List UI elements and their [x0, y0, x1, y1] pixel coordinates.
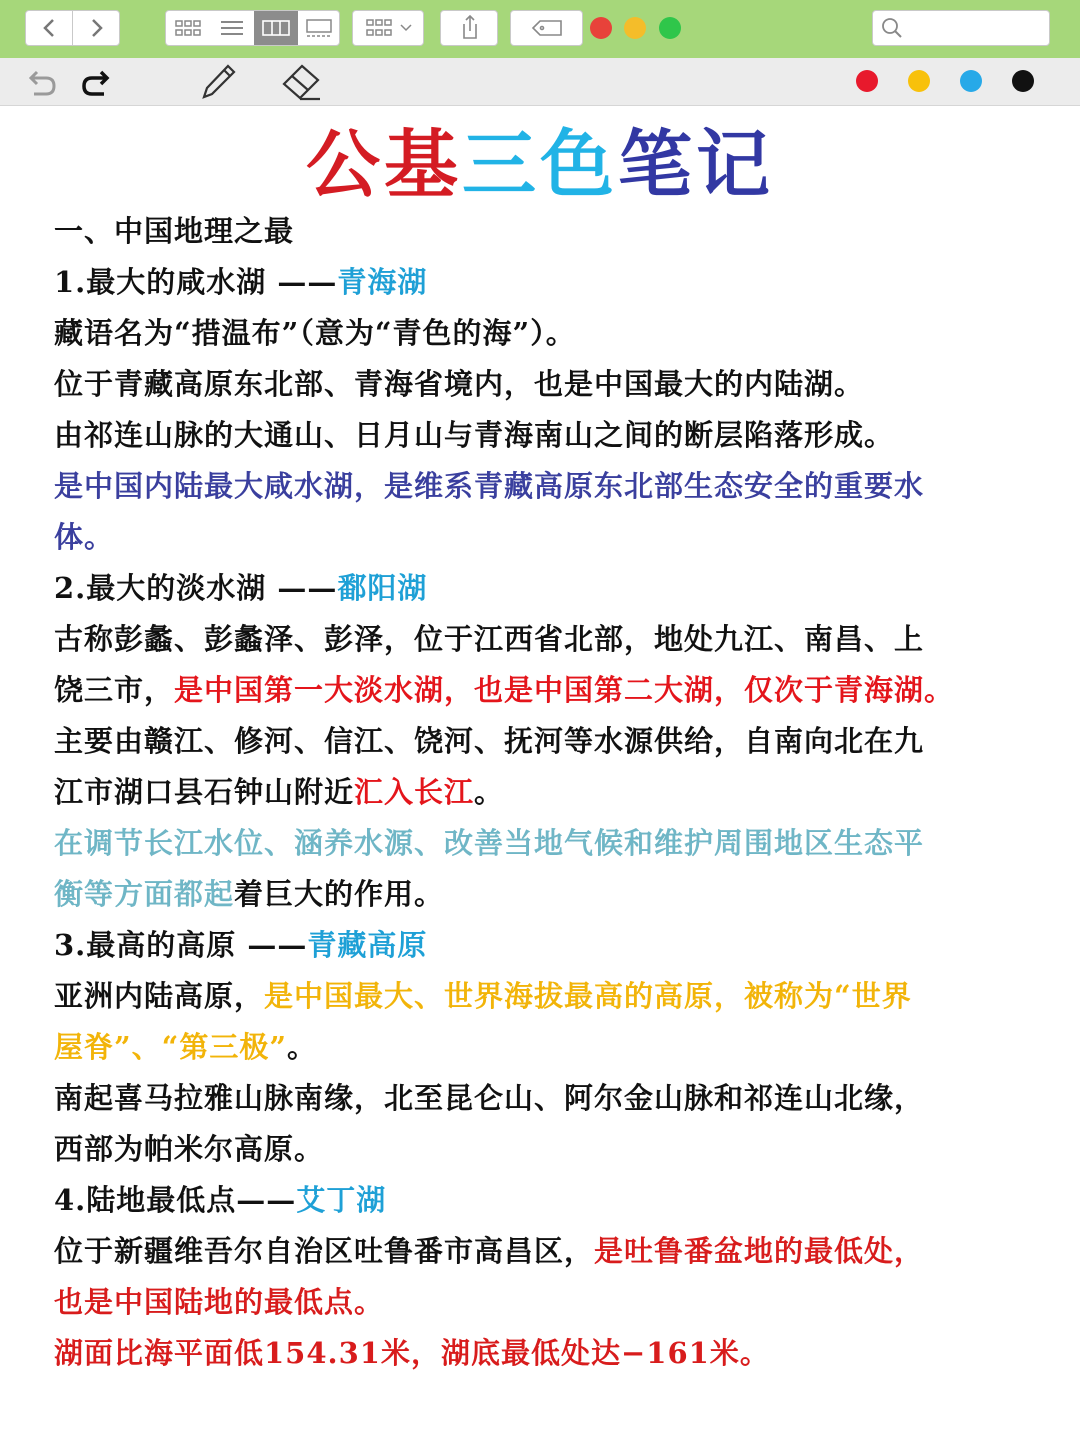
s3-line-2: 屋脊”、“第三极”。: [54, 1030, 318, 1064]
s1-line-3: 由祁连山脉的大通山、日月山与青海南山之间的断层陷落形成。: [54, 418, 895, 452]
gallery-view-icon: [298, 11, 340, 45]
chevron-left-icon: [26, 11, 73, 45]
chevron-right-icon: [73, 11, 120, 45]
nav-buttons: [25, 10, 120, 46]
tag-button[interactable]: [510, 10, 583, 46]
s4-line-2: 也是中国陆地的最低点。: [54, 1285, 385, 1319]
maximize-window-button[interactable]: [659, 17, 681, 39]
pen-color-red[interactable]: [856, 70, 878, 92]
s2-title: 2.最大的淡水湖 ——鄱阳湖: [54, 571, 428, 605]
page-title: [0, 120, 1080, 210]
share-icon: [441, 11, 499, 45]
s1-line-2: 位于青藏高原东北部、青海省境内，也是中国最大的内陆湖。: [54, 367, 865, 401]
list-view-button[interactable]: [210, 11, 254, 45]
drawing-toolbar: [0, 58, 1080, 106]
s4-line-3: 湖面比海平面低154.31米，湖底最低处达−161米。: [54, 1336, 770, 1370]
minimize-window-button[interactable]: [624, 17, 646, 39]
undo-button[interactable]: [20, 62, 60, 102]
search-input[interactable]: [872, 10, 1050, 46]
pen-color-yellow[interactable]: [908, 70, 930, 92]
pen-color-black[interactable]: [1012, 70, 1034, 92]
s4-line-1: 位于新疆维吾尔自治区吐鲁番市高昌区，是吐鲁番盆地的最低处，: [54, 1234, 925, 1268]
pen-color-blue[interactable]: [960, 70, 982, 92]
tag-icon: [511, 11, 584, 45]
eraser-tool[interactable]: [280, 62, 320, 102]
forward-button[interactable]: [73, 11, 120, 45]
column-view-icon: [254, 11, 298, 45]
grid-view-icon: [166, 11, 210, 45]
gallery-view-button[interactable]: [298, 11, 340, 45]
redo-icon: [78, 62, 118, 102]
view-switcher: [165, 10, 340, 46]
group-dropdown[interactable]: [352, 10, 424, 46]
s1-line-4b: 体。: [54, 520, 115, 554]
close-window-button[interactable]: [590, 17, 612, 39]
note-content: [54, 206, 1044, 1379]
s2-line-4: 江市湖口县石钟山附近汇入长江。: [54, 775, 505, 809]
s3-title: 3.最高的高原 ——青藏高原: [54, 928, 428, 962]
title-part-2: 三色: [462, 122, 618, 208]
s2-line-3: 主要由赣江、修河、信江、饶河、抚河等水源供给，自南向北在九: [54, 724, 925, 758]
search-icon: [873, 11, 913, 45]
s3-line-1: 亚洲内陆高原，是中国最大、世界海拔最高的高原，被称为“世界: [54, 979, 912, 1013]
column-view-button[interactable]: [254, 11, 298, 45]
s4-title: 4.陆地最低点——艾丁湖: [54, 1183, 387, 1217]
pencil-icon: [198, 62, 238, 102]
s2-line-5: 在调节长江水位、涵养水源、改善当地气候和维护周围地区生态平: [54, 826, 925, 860]
s2-line-2: 饶三市，是中国第一大淡水湖，也是中国第二大湖，仅次于青海湖。: [54, 673, 955, 707]
share-button[interactable]: [440, 10, 498, 46]
s1-line-4a: 是中国内陆最大咸水湖，是维系青藏高原东北部生态安全的重要水: [54, 469, 925, 503]
section-heading: 一、中国地理之最: [54, 214, 295, 248]
undo-icon: [20, 62, 60, 102]
pencil-tool[interactable]: [198, 62, 238, 102]
redo-button[interactable]: [78, 62, 118, 102]
grid-view-button[interactable]: [166, 11, 210, 45]
s1-line-1: 藏语名为“措温布”（意为“青色的海”）。: [54, 316, 576, 350]
group-dropdown-icon: [353, 11, 425, 45]
s3-line-3: 南起喜马拉雅山脉南缘，北至昆仑山、阿尔金山脉和祁连山北缘，: [54, 1081, 925, 1115]
s1-title: 1.最大的咸水湖 ——青海湖: [54, 265, 428, 299]
eraser-icon: [280, 62, 322, 102]
s2-line-6: 衡等方面都起着巨大的作用。: [54, 877, 445, 911]
title-part-1: 公基: [306, 122, 462, 208]
back-button[interactable]: [26, 11, 73, 45]
s2-line-1: 古称彭蠡、彭蠡泽、彭泽，位于江西省北部，地处九江、南昌、上: [54, 622, 925, 656]
title-part-3: 笔记: [618, 122, 774, 208]
list-view-icon: [210, 11, 254, 45]
s3-line-4: 西部为帕米尔高原。: [54, 1132, 325, 1166]
top-toolbar: [0, 0, 1080, 58]
